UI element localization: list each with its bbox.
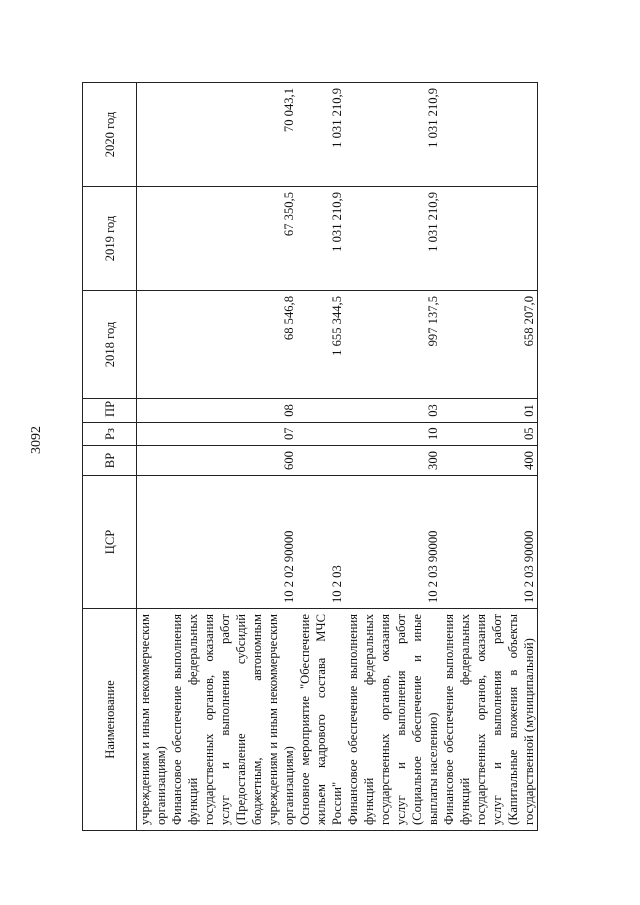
row-name: Основное мероприятие "Обеспечение жильем кадрового состава МЧС России" xyxy=(297,609,345,831)
table-row xyxy=(441,83,538,831)
row-pr xyxy=(297,399,345,423)
row-pr: 01 xyxy=(441,399,538,423)
row-2018: 997 137,5 xyxy=(345,291,441,399)
row-pr: 08 xyxy=(169,399,297,423)
row-vr xyxy=(297,446,345,476)
row-rz: 10 xyxy=(345,423,441,446)
header-csr: ЦСР xyxy=(83,476,137,609)
header-2018: 2018 год xyxy=(83,291,137,399)
row-vr: 600 xyxy=(169,446,297,476)
row-2018 xyxy=(137,291,170,399)
row-name: Финансовое обеспечение выполнения функций федеральных государственных органов, оказания услуг и выполнения работ (Предоставление субсидий бюджетным, автономным учреждениям и иным некоммерческим организациям) xyxy=(169,609,297,831)
row-vr: 300 xyxy=(345,446,441,476)
header-rz: Рз xyxy=(83,423,137,446)
header-2019: 2019 год xyxy=(83,187,137,291)
table-row xyxy=(169,83,297,831)
row-2020: 70 043,1 xyxy=(169,83,297,187)
budget-table-rotated xyxy=(82,83,610,831)
row-2019 xyxy=(137,187,170,291)
header-pr: ПР xyxy=(83,399,137,423)
row-rz: 07 xyxy=(169,423,297,446)
row-2019: 1 031 210,9 xyxy=(345,187,441,291)
row-csr: 10 2 03 90000 xyxy=(441,476,538,609)
row-2020: 1 031 210,9 xyxy=(345,83,441,187)
budget-table xyxy=(82,82,538,831)
row-2020: 1 031 210,9 xyxy=(297,83,345,187)
row-name: учреждениям и иным некоммерческим организациям) xyxy=(137,609,170,831)
header-name: Наименование xyxy=(83,609,137,831)
table-row xyxy=(345,83,441,831)
row-pr: 03 xyxy=(345,399,441,423)
row-2018: 1 655 344,5 xyxy=(297,291,345,399)
page-number: 3092 xyxy=(29,426,44,454)
row-csr: 10 2 02 90000 xyxy=(169,476,297,609)
row-2019: 1 031 210,9 xyxy=(297,187,345,291)
row-name: Финансовое обеспечение выполнения функций федеральных государственных органов, оказания услуг и выполнения работ (Социальное обеспечение и иные выплаты населению) xyxy=(345,609,441,831)
table-row xyxy=(297,83,345,831)
table-row xyxy=(137,83,170,831)
table-header-row xyxy=(83,83,137,831)
row-vr: 400 xyxy=(441,446,538,476)
row-2018: 68 546,8 xyxy=(169,291,297,399)
header-vr: ВР xyxy=(83,446,137,476)
row-pr xyxy=(137,399,170,423)
row-2020 xyxy=(137,83,170,187)
row-rz xyxy=(137,423,170,446)
row-name: Финансовое обеспечение выполнения функций федеральных государственных органов, оказания услуг и выполнения работ (Капитальные вложения в объекты государственной (муниципальной) xyxy=(441,609,538,831)
row-rz: 05 xyxy=(441,423,538,446)
header-2020: 2020 год xyxy=(83,83,137,187)
row-vr xyxy=(137,446,170,476)
row-2019 xyxy=(441,187,538,291)
row-csr: 10 2 03 xyxy=(297,476,345,609)
row-2019: 67 350,5 xyxy=(169,187,297,291)
row-csr xyxy=(137,476,170,609)
row-csr: 10 2 03 90000 xyxy=(345,476,441,609)
row-2018: 658 207,0 xyxy=(441,291,538,399)
row-rz xyxy=(297,423,345,446)
row-2020 xyxy=(441,83,538,187)
